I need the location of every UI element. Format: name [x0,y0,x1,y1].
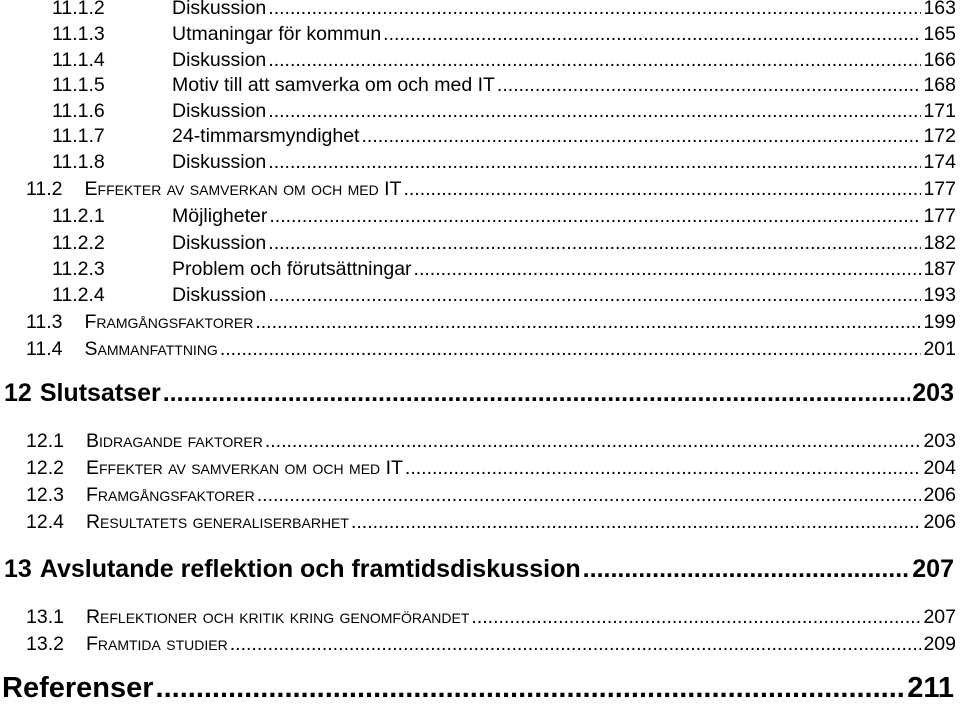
toc-entry-page: 168 [923,74,956,96]
toc-entry-12-1[interactable] [0,430,956,453]
toc-entry-title: Framtida studier [85,633,228,655]
toc-entry-title: Sammanfattning [84,338,218,360]
toc-entry-11-1-4[interactable] [0,49,956,72]
toc-chapter-page: 203 [912,379,954,407]
toc-entry-page: 206 [923,511,956,533]
toc-entry-number: 11.2 [26,178,63,200]
dot-leader [163,379,911,408]
toc-entry-number: 11.1.3 [52,23,105,45]
toc-chapter-page: 211 [907,672,954,704]
toc-entry-page: 209 [923,633,956,655]
toc-entry-number: 13.2 [26,633,64,655]
toc-chapter-title: Slutsatser [39,379,161,407]
toc-chapter-title: Avslutande reflektion och framtidsdiskussion [39,555,581,583]
dot-leader [268,49,921,72]
toc-entry-page: 174 [923,151,956,173]
toc-entry-title: Diskussion [172,49,267,71]
toc-entry-page: 165 [923,23,956,45]
toc-chapter-number: 12 [4,379,32,407]
toc-entry-number: 12.3 [26,484,64,506]
toc-entry-number: 11.4 [26,338,63,360]
toc-entry-12-3[interactable] [0,484,956,507]
dot-leader [361,125,921,148]
toc-entry-11-3[interactable] [0,311,956,334]
toc-entry-number: 11.1.8 [52,151,105,173]
dot-leader [268,0,921,20]
toc-entry-page: 177 [923,178,956,200]
toc-entry-number: 11.2.2 [52,232,105,254]
toc-entry-title: Diskussion [172,0,267,19]
toc-chapter-page: 207 [912,555,954,583]
toc-entry-number: 13.1 [26,606,64,628]
toc-entry-13-2[interactable] [0,633,956,656]
toc-entry-11-1-7[interactable] [0,125,956,148]
toc-entry-title: Effekter av samverkan om och med IT [85,457,403,479]
toc-entry-title: Möjligheter [172,205,268,227]
toc-entry-page: 193 [923,284,956,306]
dot-leader [471,606,921,629]
toc-chapter-13[interactable] [0,555,954,584]
toc-entry-title: Reflektioner och kritik kring genomförandet [85,606,470,628]
toc-entry-page: 207 [923,606,956,628]
dot-leader [268,284,921,307]
toc-chapter-title: Referenser [2,672,154,704]
toc-entry-page: 163 [923,0,956,19]
dot-leader [351,511,922,534]
dot-leader [268,100,921,123]
toc-entry-11-1-5[interactable] [0,74,956,97]
toc-chapter-12[interactable] [0,379,954,408]
toc-entry-number: 11.2.4 [52,284,105,306]
toc-chapter-referenser[interactable] [0,672,954,705]
toc-entry-title: Bidragande faktorer [85,430,263,452]
toc-entry-11-2-3[interactable] [0,258,956,281]
dot-leader [257,484,922,507]
toc-entry-title: Framgångsfaktorer [84,311,254,333]
toc-entry-title: Diskussion [172,100,267,122]
toc-entry-11-2-2[interactable] [0,232,956,255]
dot-leader [383,23,921,46]
toc-entry-11-4[interactable] [0,338,956,361]
toc-entry-title: Diskussion [172,284,267,306]
toc-entry-title: Diskussion [172,151,267,173]
toc-entry-page: 177 [923,205,956,227]
toc-entry-page: 172 [923,125,956,147]
dot-leader [268,232,921,255]
toc-entry-12-4[interactable] [0,511,956,534]
toc-entry-page: 171 [923,100,956,122]
toc-entry-title: Resultatets generaliserbarhet [85,511,349,533]
toc-entry-title: Problem och förutsättningar [172,258,412,280]
dot-leader [405,457,922,480]
toc-entry-number: 11.1.6 [52,100,105,122]
toc-entry-page: 182 [923,232,956,254]
toc-entry-number: 12.4 [26,511,64,533]
toc-entry-page: 187 [923,258,956,280]
toc-entry-title: 24-timmarsmyndighet [172,125,360,147]
toc-entry-number: 12.2 [26,457,64,479]
toc-entry-number: 11.1.7 [52,125,105,147]
toc-chapter-number: 13 [4,555,32,583]
dot-leader [230,633,922,656]
toc-entry-title: Effekter av samverkan om och med IT [84,178,402,200]
dot-leader [583,555,911,584]
toc-entry-number: 11.1.5 [52,74,105,96]
toc-entry-page: 204 [923,457,956,479]
toc-entry-number: 11.3 [26,311,63,333]
dot-leader [269,205,921,228]
toc-entry-11-1-8[interactable] [0,151,956,174]
toc-entry-page: 199 [923,311,956,333]
toc-entry-number: 11.1.2 [52,0,105,19]
toc-entry-page: 203 [923,430,956,452]
toc-entry-11-2[interactable] [0,178,956,201]
dot-leader [255,311,921,334]
dot-leader [414,258,922,281]
dot-leader [265,430,922,453]
dot-leader [268,151,921,174]
toc-entry-number: 11.1.4 [52,49,105,71]
toc-entry-11-1-6[interactable] [0,100,956,123]
toc-entry-11-1-2[interactable] [0,0,956,20]
dot-leader [156,672,906,705]
toc-entry-number: 11.2.1 [52,205,105,227]
dot-leader [497,74,922,97]
dot-leader [220,338,922,361]
toc-entry-number: 11.2.3 [52,258,105,280]
toc-entry-number: 12.1 [26,430,64,452]
toc-entry-title: Diskussion [172,232,267,254]
toc-entry-11-2-4[interactable] [0,284,956,307]
toc-entry-11-2-1[interactable] [0,205,956,228]
dot-leader [403,178,921,201]
toc-entry-13-1[interactable] [0,606,956,629]
toc-entry-title: Motiv till att samverka om och med IT [172,74,495,96]
toc-entry-page: 201 [923,338,956,360]
toc-entry-page: 166 [923,49,956,71]
toc-entry-title: Framgångsfaktorer [85,484,255,506]
toc-entry-11-1-3[interactable] [0,23,956,46]
toc-entry-title: Utmaningar för kommun [172,23,382,45]
toc-entry-12-2[interactable] [0,457,956,480]
toc-entry-page: 206 [923,484,956,506]
